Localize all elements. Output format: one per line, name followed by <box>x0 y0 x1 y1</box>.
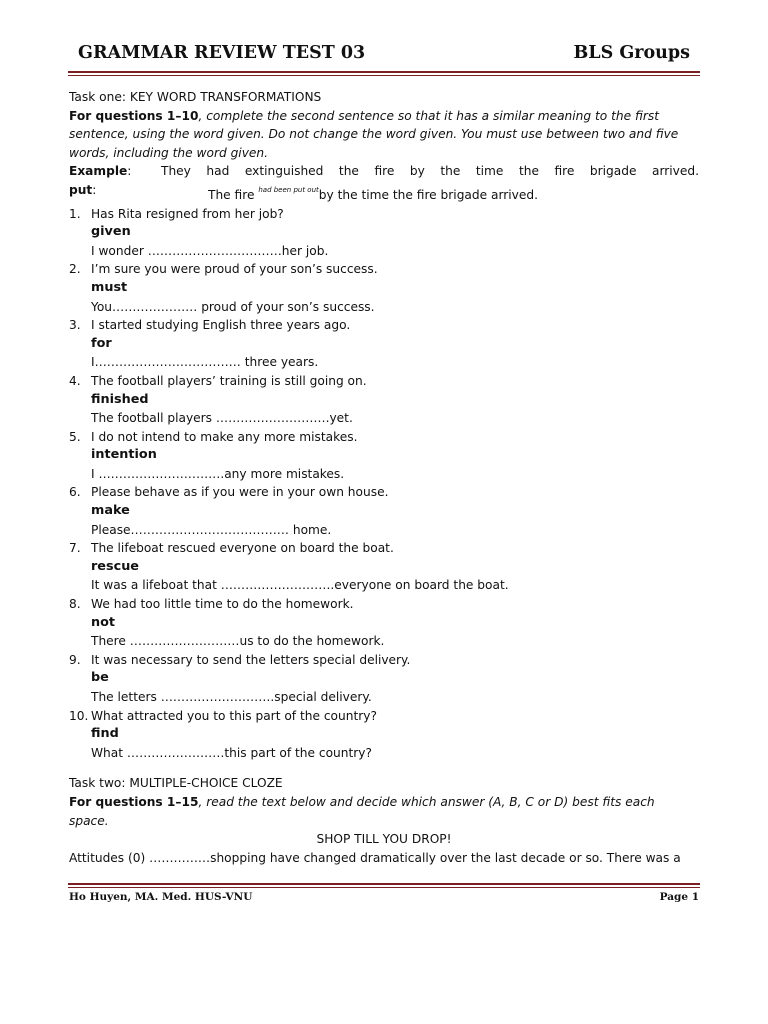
footer-rule <box>68 883 700 885</box>
question-number: 4. <box>69 373 81 388</box>
key-word: must <box>91 279 128 295</box>
task2-heading: Task two: MULTIPLE-CHOICE CLOZE <box>69 776 283 791</box>
key-word: not <box>91 614 116 630</box>
answer-blank-sentence: I……………………………… three years. <box>91 355 319 370</box>
footer-rule-thin <box>68 887 700 888</box>
question-sentence: I do not intend to make any more mistakes. <box>91 429 358 444</box>
question-item <box>69 707 699 763</box>
question-sentence: The lifeboat rescued everyone on board the boat. <box>91 541 394 556</box>
question-number: 5. <box>69 429 81 444</box>
answer-blank-sentence: I ………………………….any more mistakes. <box>91 466 345 481</box>
put-label: put <box>69 182 93 197</box>
task1-instructions-line3: words, including the word given. <box>69 145 268 160</box>
example-answer: had been put out <box>258 185 319 194</box>
question-sentence: We had too little time to do the homework. <box>91 597 354 612</box>
question-number: 8. <box>69 597 81 612</box>
author-credit: Ho Huyen, MA. Med. HUS-VNU <box>69 891 253 903</box>
question-item <box>69 483 699 539</box>
question-sentence: Has Rita resigned from her job? <box>91 206 284 221</box>
answer-blank-sentence: You………………… proud of your son’s success. <box>91 299 375 314</box>
question-item <box>69 428 699 484</box>
answer-blank-sentence: I wonder ……………………………her job. <box>91 243 329 258</box>
question-text <box>69 707 699 726</box>
answer-blank-sentence: There ………………………us to do the homework. <box>91 634 385 649</box>
key-word: be <box>91 670 109 686</box>
question-number: 2. <box>69 262 81 277</box>
question-text <box>69 651 699 670</box>
question-text <box>69 483 699 502</box>
answer-blank-sentence: It was a lifeboat that ……………………….everyone on board the boat. <box>91 578 509 593</box>
question-text <box>69 316 699 335</box>
question-text <box>69 595 699 614</box>
question-number: 1. <box>69 206 81 221</box>
answer-blank-sentence: The letters ……………………….special delivery. <box>91 690 372 704</box>
document-body <box>69 88 699 867</box>
question-number: 7. <box>69 541 81 556</box>
task2-instructions-line2: space. <box>69 813 109 828</box>
answer-blank-sentence: The football players ……………………….yet. <box>91 411 353 426</box>
key-word: make <box>91 503 130 519</box>
task1-instructions-line2: sentence, using the word given. Do not change the word given. You must use between two and five <box>69 127 679 142</box>
question-sentence: The football players’ training is still going on. <box>91 373 367 388</box>
question-item <box>69 316 699 372</box>
example-sentence: They had extinguished the fire by the time the fire brigade arrived. <box>161 164 699 179</box>
task2-instructions: For questions 1–15, read the text below and decide which answer (A, B, C or D) best fits each <box>69 794 655 809</box>
organization-name: BLS Groups <box>573 43 690 63</box>
question-text <box>69 260 699 279</box>
key-word: given <box>91 224 131 240</box>
question-number: 9. <box>69 652 81 667</box>
question-item <box>69 372 699 428</box>
question-list <box>69 205 699 763</box>
question-number: 3. <box>69 318 81 333</box>
passage-line: Attitudes (0) ……………shopping have changed dramatically over the last decade or so. There was a <box>69 850 681 865</box>
question-number: 10. <box>69 708 89 723</box>
question-text <box>69 205 699 224</box>
key-word: rescue <box>91 558 139 574</box>
page-number: Page 1 <box>659 891 699 903</box>
question-item <box>69 651 699 707</box>
passage-title: SHOP TILL YOU DROP! <box>316 832 452 847</box>
question-sentence: Please behave as if you were in your own house. <box>91 485 389 500</box>
key-word: for <box>91 335 112 351</box>
question-sentence: I started studying English three years ago. <box>91 318 351 333</box>
task1-instructions: For questions 1–10, complete the second sentence so that it has a similar meaning to the first <box>69 108 659 123</box>
page-header <box>78 43 690 67</box>
page-footer <box>69 891 699 907</box>
task1-heading: Task one: KEY WORD TRANSFORMATIONS <box>69 90 322 104</box>
question-sentence: What attracted you to this part of the country? <box>91 708 377 723</box>
header-rule-thin <box>68 75 700 76</box>
question-item <box>69 595 699 651</box>
question-item <box>69 539 699 595</box>
question-text <box>69 428 699 447</box>
key-word: finished <box>91 391 149 407</box>
header-rule <box>68 71 700 73</box>
question-sentence: I’m sure you were proud of your son’s success. <box>91 262 378 277</box>
key-word: intention <box>91 447 157 463</box>
question-number: 6. <box>69 485 81 500</box>
example-answer-line: put: The fire $^{had been put out}$by the time the fire brigade arrived. <box>69 182 538 202</box>
question-text <box>69 372 699 391</box>
question-item <box>69 205 699 261</box>
answer-blank-sentence: Please………………………………… home. <box>91 522 332 537</box>
question-sentence: It was necessary to send the letters special delivery. <box>91 652 411 667</box>
example-label: Example <box>69 164 128 179</box>
answer-blank-sentence: What ……………………this part of the country? <box>91 745 372 760</box>
test-title: GRAMMAR REVIEW TEST 03 <box>78 43 366 63</box>
question-text <box>69 539 699 558</box>
example-line: Example: They had extinguished the fire by the time the fire brigade arrived. <box>69 162 699 181</box>
key-word: find <box>91 726 119 742</box>
question-item <box>69 260 699 316</box>
